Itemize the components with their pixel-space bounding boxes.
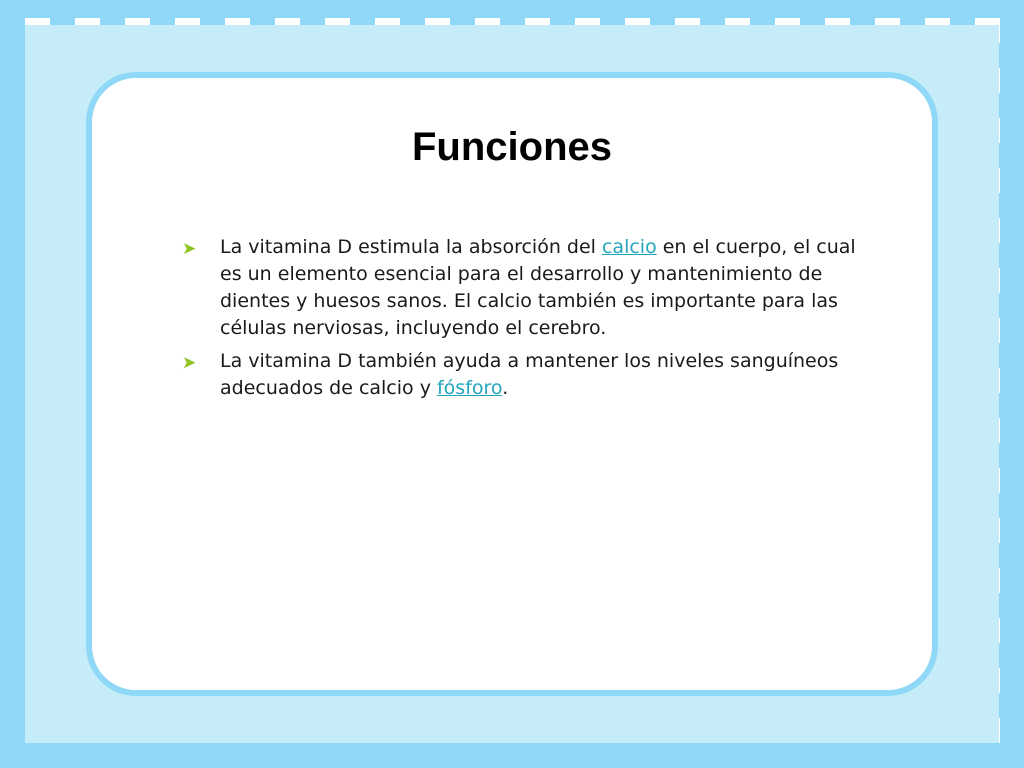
arrow-bullet-icon: ➤ <box>182 353 197 373</box>
bullet-list <box>180 234 860 408</box>
fosforo-link[interactable]: fósforo <box>436 377 503 399</box>
bullet-item <box>180 348 860 402</box>
calcio-link[interactable]: calcio <box>601 236 657 258</box>
bullet-text: La vitamina D también ayuda a mantener los niveles sanguíneos adecuados de calcio y <box>220 350 839 399</box>
arrow-bullet-icon: ➤ <box>182 239 197 259</box>
bullet-text: La vitamina D estimula la absorción del <box>220 236 602 258</box>
bullet-item <box>180 234 860 342</box>
bullet-text: . <box>502 377 509 399</box>
slide-title: Funciones <box>411 125 613 169</box>
bullet-text: en el cuerpo, el cual es un elemento esencial para el desarrollo y mantenimiento de dientes y huesos sanos. El calcio también es importante para las células nerviosas, incluyendo el cerebro. <box>220 236 856 339</box>
